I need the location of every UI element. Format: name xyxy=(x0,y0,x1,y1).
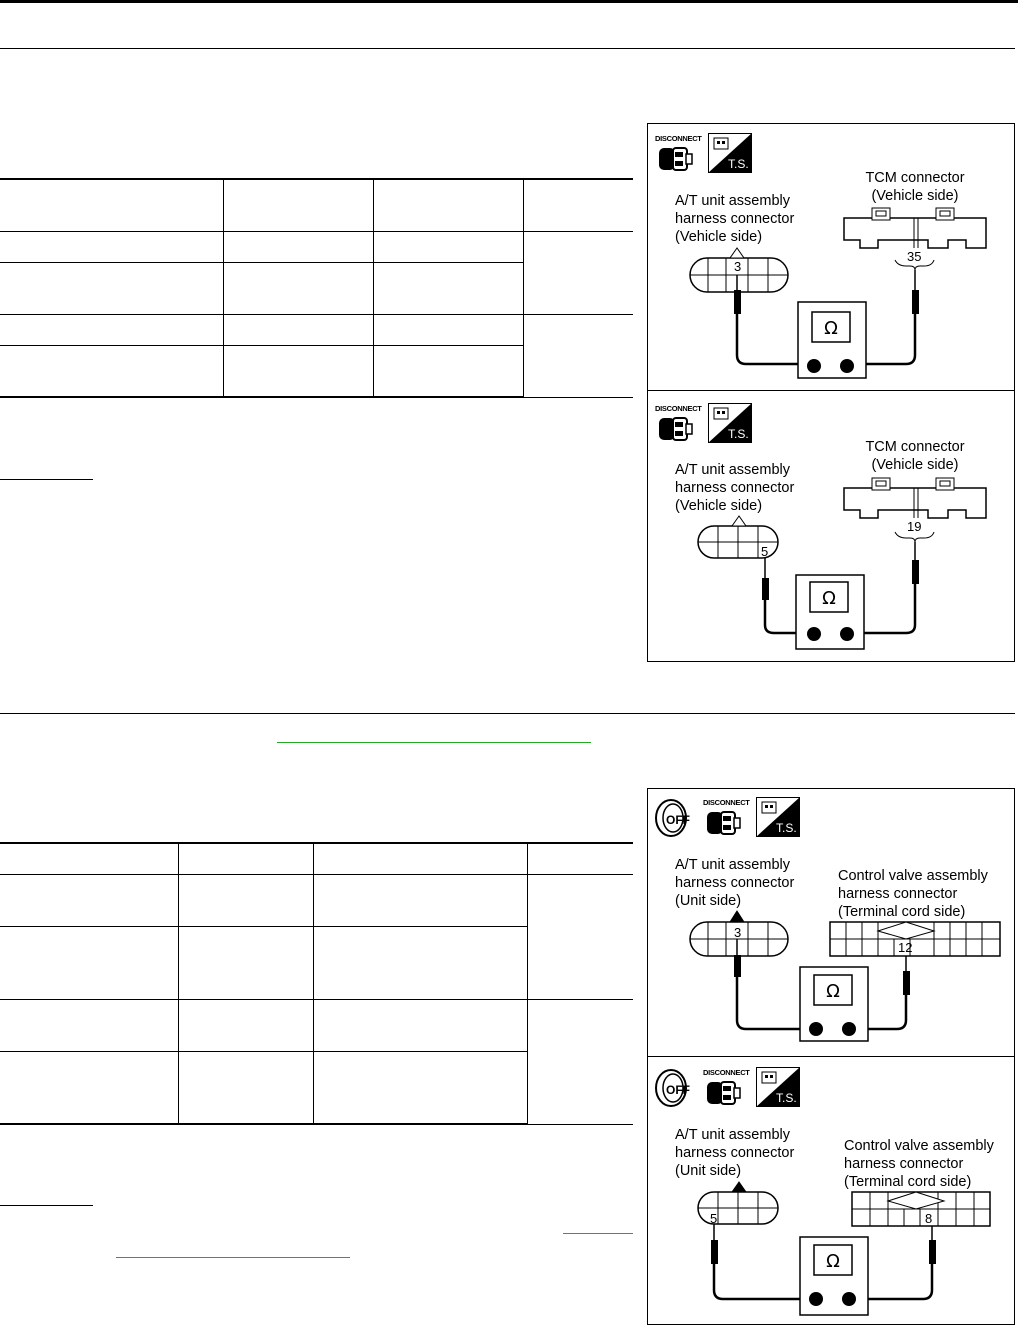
right-connector-label: Control valve assembly harness connector (Terminal cord side) xyxy=(844,1138,994,1190)
ok-ng-heading-underline xyxy=(0,479,93,480)
table-cell xyxy=(223,262,373,314)
table-cell xyxy=(527,999,633,1124)
svg-text:Ω: Ω xyxy=(826,1251,840,1272)
table-cell xyxy=(0,262,223,314)
table-cell xyxy=(178,926,313,999)
ts-label: T.S. xyxy=(776,821,797,835)
ohmmeter-icon xyxy=(796,575,864,649)
table-cell xyxy=(0,874,178,926)
table-cell xyxy=(178,999,313,1051)
reference-link[interactable] xyxy=(116,1257,350,1258)
ts-icon xyxy=(756,797,800,837)
svg-text:Ω: Ω xyxy=(822,588,836,609)
left-connector-label: A/T unit assembly harness connector (Vehicle side) xyxy=(675,462,795,514)
table-cell xyxy=(178,1051,313,1124)
disconnect-icon: DISCONNECT xyxy=(702,798,750,840)
reference-link[interactable] xyxy=(277,742,591,743)
table-cell xyxy=(527,874,633,999)
ohmmeter-icon xyxy=(800,967,868,1041)
control-valve-connector-shape xyxy=(830,922,1000,956)
table-cell xyxy=(373,262,523,314)
ok-ng-heading-underline xyxy=(0,1205,93,1206)
ts-icon xyxy=(708,403,752,443)
right-connector-label: Control valve assembly harness connector (Terminal cord side) xyxy=(838,868,988,920)
table-cell xyxy=(0,231,223,262)
left-terminal-number: 3 xyxy=(734,925,742,940)
right-connector-label: TCM connector (Vehicle side) xyxy=(865,170,965,204)
table-cell xyxy=(373,314,523,345)
table-cell xyxy=(0,345,223,397)
svg-text:Ω: Ω xyxy=(826,981,840,1002)
right-terminal-number: 35 xyxy=(907,249,922,264)
table-cell xyxy=(223,179,373,231)
section-divider xyxy=(0,48,1015,49)
table-cell xyxy=(0,843,178,874)
right-terminal-number: 12 xyxy=(898,940,913,955)
left-connector-label: A/T unit assembly harness connector (Vehicle side) xyxy=(675,193,795,245)
svg-text:Ω: Ω xyxy=(824,318,838,339)
reference-link[interactable] xyxy=(563,1233,633,1234)
top-rule xyxy=(0,0,1018,3)
wiring-diagram xyxy=(648,200,1013,390)
disconnect-icon: DISCONNECT xyxy=(654,404,702,446)
ignition-off-icon xyxy=(654,1068,692,1108)
wiring-diagram xyxy=(648,905,1013,1055)
table-cell xyxy=(223,345,373,397)
left-terminal-number: 5 xyxy=(761,544,769,559)
ts-icon xyxy=(708,133,752,173)
figure-divider xyxy=(648,390,1014,391)
wiring-diagram xyxy=(648,470,1013,655)
left-terminal-number: 5 xyxy=(710,1211,718,1226)
table-cell xyxy=(313,926,527,999)
table-cell xyxy=(523,314,633,397)
table-cell xyxy=(313,999,527,1051)
ohmmeter-icon xyxy=(798,302,866,378)
table-cell xyxy=(373,179,523,231)
table-cell xyxy=(223,314,373,345)
right-terminal-number: 19 xyxy=(907,519,922,534)
table-cell xyxy=(0,1051,178,1124)
table-cell xyxy=(313,1051,527,1124)
table-cell xyxy=(313,843,527,874)
ohmmeter-icon xyxy=(800,1237,868,1315)
off-label: OFF xyxy=(666,813,690,827)
table-cell xyxy=(0,314,223,345)
left-connector-label: A/T unit assembly harness connector (Unit side) xyxy=(675,857,795,909)
table-cell xyxy=(313,874,527,926)
figure-divider xyxy=(648,1056,1014,1057)
ts-label: T.S. xyxy=(776,1091,797,1105)
off-label: OFF xyxy=(666,1083,690,1097)
wiring-diagram xyxy=(648,1175,1013,1320)
table-cell xyxy=(178,874,313,926)
ts-label: T.S. xyxy=(728,427,749,441)
disconnect-icon: DISCONNECT xyxy=(654,134,702,176)
table-cell xyxy=(0,999,178,1051)
ts-icon xyxy=(756,1067,800,1107)
resistance-table-1 xyxy=(0,178,633,398)
table-cell xyxy=(223,231,373,262)
table-cell xyxy=(523,231,633,314)
control-valve-connector-shape xyxy=(852,1192,990,1226)
resistance-table-2 xyxy=(0,842,633,1125)
disconnect-icon: DISCONNECT xyxy=(702,1068,750,1110)
table-cell xyxy=(0,926,178,999)
ignition-off-icon xyxy=(654,798,692,838)
table-cell xyxy=(527,843,633,874)
left-connector-label: A/T unit assembly harness connector (Unit side) xyxy=(675,1127,795,1179)
table-cell xyxy=(0,179,223,231)
right-connector-label: TCM connector (Vehicle side) xyxy=(865,439,965,473)
table-cell xyxy=(178,843,313,874)
right-terminal-number: 8 xyxy=(925,1211,933,1226)
table-cell xyxy=(523,179,633,231)
table-cell xyxy=(373,345,523,397)
section-divider xyxy=(0,713,1015,714)
ts-label: T.S. xyxy=(728,157,749,171)
left-terminal-number: 3 xyxy=(734,259,742,274)
table-cell xyxy=(373,231,523,262)
